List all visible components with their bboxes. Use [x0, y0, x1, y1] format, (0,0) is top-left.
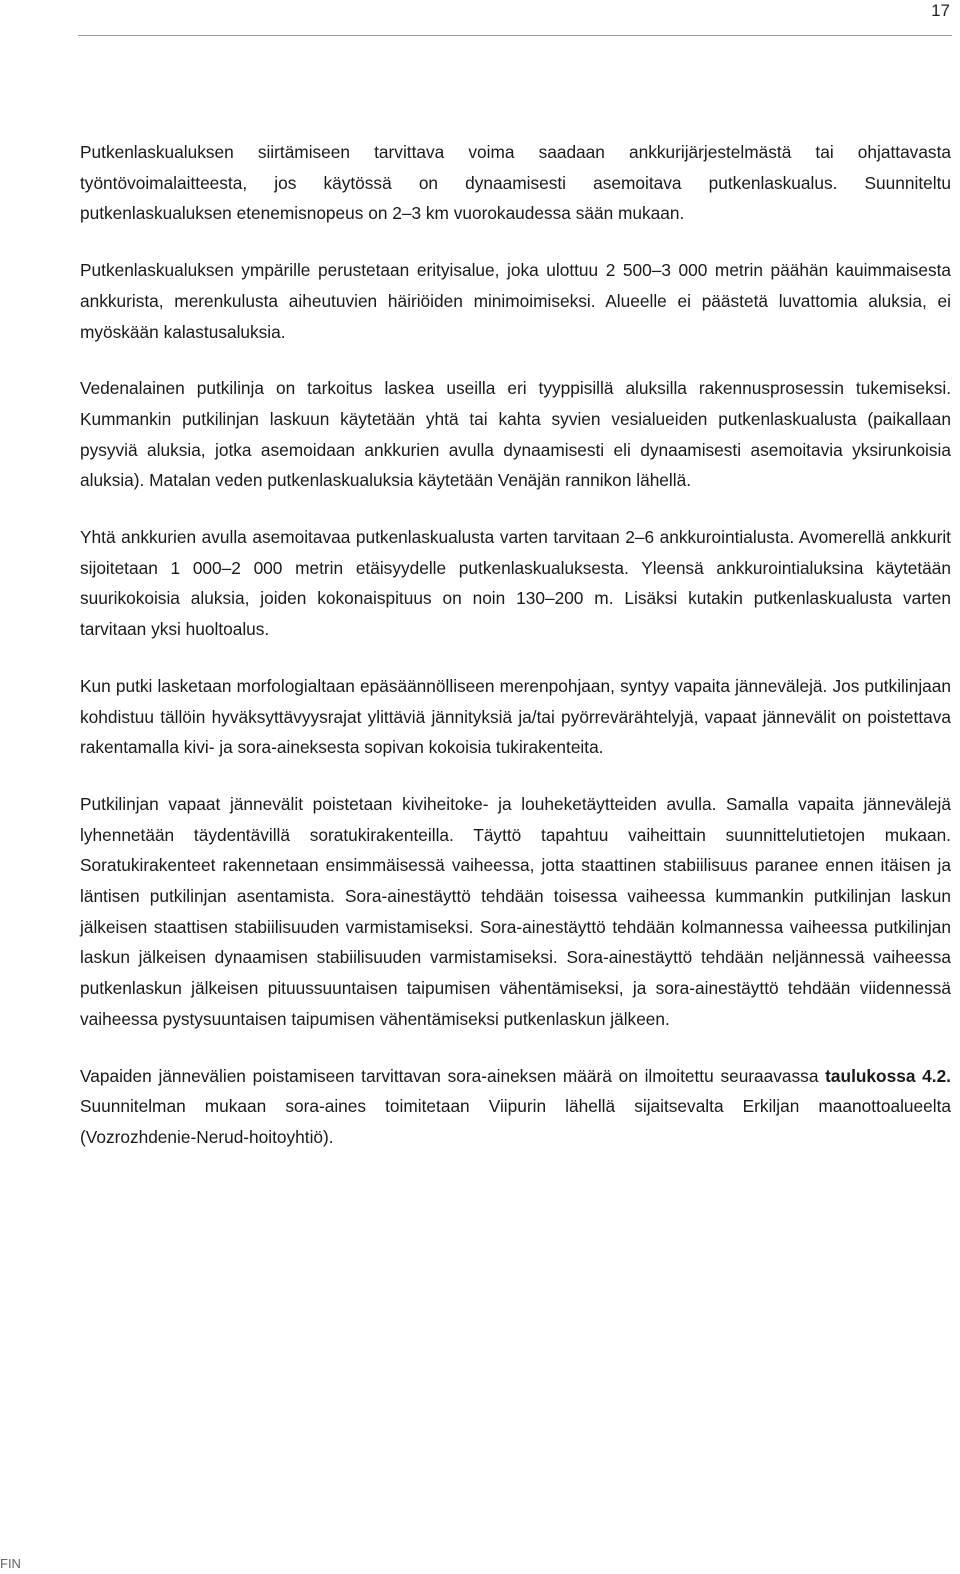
language-code: FIN: [0, 1556, 21, 1571]
header-rule: [78, 35, 952, 36]
gravel-text-after: Suunnitelman mukaan sora-aines toimitetaan Viipurin lähellä sijaitsevalta Erkiljan maanottoalueelta (Vozrozhdenie-Nerud-hoitoyhtiö).: [80, 1096, 951, 1147]
paragraph-free-spans: Kun putki lasketaan morfologialtaan epäsäännölliseen merenpohjaan, syntyy vapaita jännevälejä. Jos putkilinjaan kohdistuu tällöin hyväksyttävyysrajat ylittäviä jännityksiä ja/tai pyörrevärähtelyjä, vapaat jännevälit on poistettava rakentamalla kivi- ja sora-aineksesta sopivan kokoisia tukirakenteita.: [80, 675, 951, 758]
paragraph-safety-zone: Putkenlaskualuksen ympärille perustetaan erityisalue, joka ulottuu 2 500–3 000 metrin päähän kauimmaisesta ankkurista, merenkulusta aiheutuvien häiriöiden minimoimiseksi. Alueelle ei päästetä luvattomia aluksia, ei myöskään kalastusaluksia.: [80, 260, 951, 342]
page-number: 17: [931, 1, 950, 20]
document-body: [80, 137, 951, 1179]
paragraph-vessel-types: Vedenalainen putkilinja on tarkoitus laskea useilla eri tyyppisillä aluksilla rakennusprosessin tukemiseksi. Kummankin putkilinjan laskuun käytetään yhtä tai kahta syvien vesialueiden putkenlaskualusta (paikallaan pysyviä aluksia, jotka asemoidaan ankkurien avulla dynaamisesti eli dynaamisesti asemoitavia yksirunkoisia aluksia). Matalan veden putkenlaskualuksia käytetään Venäjän rannikon lähellä.: [80, 378, 951, 491]
gravel-text-before: Vapaiden jännevälien poistamiseen tarvittavan sora-aineksen määrä on ilmoitettu seuraavassa: [80, 1065, 826, 1086]
paragraph-rock-placement: Putkilinjan vapaat jännevälit poistetaan kiviheitoke- ja louheketäytteiden avulla. Samalla vapaita jännevälejä lyhennetään täydentävillä soratukirakenteilla. Täyttö tapahtuu vaiheittain suunnittelutietojen mukaan. Soratukirakenteet rakennetaan ensimmäisessä vaiheessa, jotta staattinen stabiilisuus paranee ennen itäisen ja läntisen putkilinjan asentamista. Sora-ainestäyttö tehdään toisessa vaiheessa kummankin putkilinjan laskun jälkeisen staattisen stabiilisuuden varmistamiseksi. Sora-ainestäyttö tehdään kolmannessa vaiheessa putkilinjan laskun jälkeisen dynaamisen stabiilisuuden varmistamiseksi. Sora-ainestäyttö tehdään neljännessä vaiheessa putkenlaskun jälkeisen pituussuuntaisen taipumisen vähentämiseksi, ja sora-ainestäyttö tehdään viidennessä vaiheessa pystysuuntaisen taipumisen vähentämiseksi putkenlaskun jälkeen.: [80, 793, 951, 1029]
paragraph-gravel-supply: [80, 1061, 951, 1153]
paragraph-pipelay-vessel-movement: Putkenlaskualuksen siirtämiseen tarvittava voima saadaan ankkurijärjestelmästä tai ohjattavasta työntövoimalaitteesta, jos käytössä on dynaamisesti asemoitava putkenlaskualus. Suunniteltu putkenlaskualuksen etenemisnopeus on 2–3 km vuorokaudessa sään mukaan.: [80, 142, 951, 224]
paragraph-anchor-handling: Yhtä ankkurien avulla asemoitavaa putkenlaskualusta varten tarvitaan 2–6 ankkurointialusta. Avomerellä ankkurit sijoitetaan 1 000–2 000 metrin etäisyydelle putkenlaskualuksesta. Yleensä ankkurointialuksina käytetään suurikokoisia aluksia, joiden kokonaispituus on noin 130–200 m. Lisäksi kutakin putkenlaskualusta varten tarvitaan yksi huoltoalus.: [80, 527, 951, 640]
table-reference-link: taulukossa 4.2.: [825, 1065, 951, 1086]
